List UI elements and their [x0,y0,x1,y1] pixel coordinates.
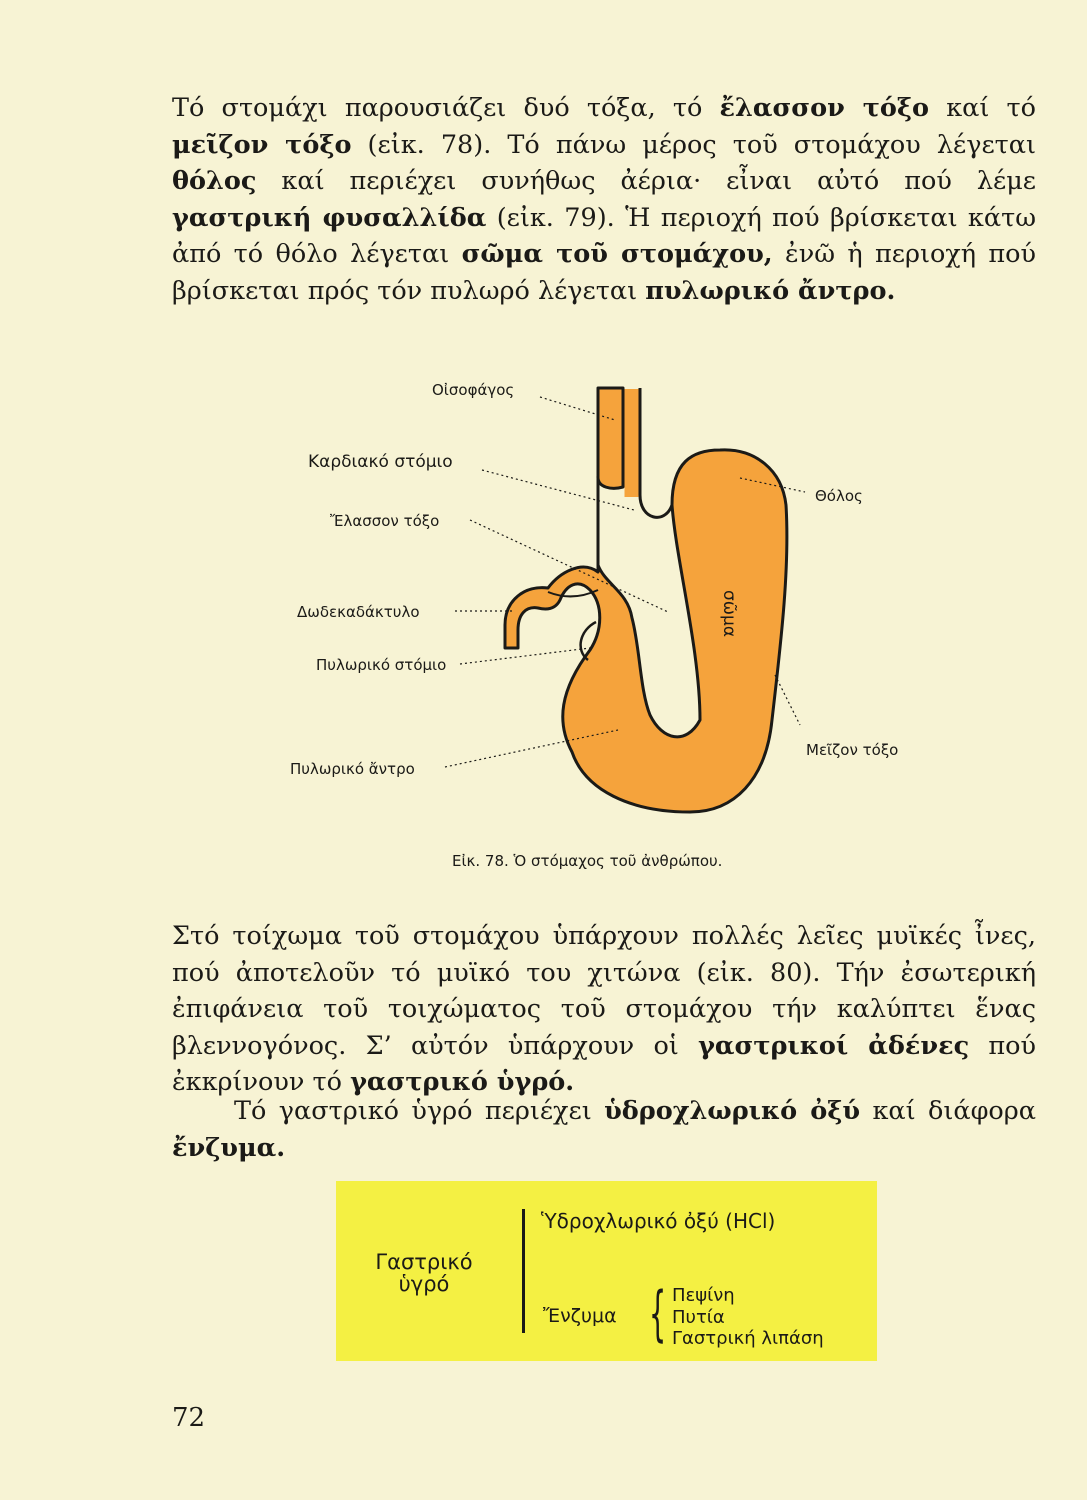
leader-greater-curve [775,675,800,725]
paragraph-stomach-wall: Στό τοίχωμα τοῦ στομάχου ὑπάρχουν πολλές λεῖες μυϊκές ἶνες, πού ἀποτελοῦν τό μυϊκό του χιτώνα (εἰκ. 80). Τήν ἐσωτερική ἐπιφάνεια τοῦ τοιχώματος τοῦ στομάχου τήν καλύπτει ἕνας βλεννογόνος. Σ’ αὐτόν ὑπάρχουν οἱ γαστρικοί ἀδένες πού ἐκκρίνουν τό γαστρικό ὑγρό. [172,921,1037,1097]
summary-enzyme-list [672,1285,824,1350]
term-greater-curve: μεῖζον τόξο [172,129,352,160]
term-pyloric-antrum: πυλωρικό ἄντρο. [645,275,896,306]
enzyme-item: Πεψίνη [672,1285,735,1306]
leader-lesser-curve [470,520,668,612]
leader-pyloric-opening [460,648,590,664]
page-number: 72 [172,1403,206,1433]
term-lesser-curve: ἔλασσον τόξο [719,93,930,123]
label-pyloric-opening: Πυλωρικό στόμιο [316,656,447,674]
term-fundus: θόλος [172,166,257,196]
label-body: σῶμα [719,590,739,638]
label-greater-curve: Μεῖζον τόξο [806,741,899,759]
paragraph-stomach-arcs: Τό στομάχι παρουσιάζει δυό τόξα, τό ἔλασσον τόξο καί τό μεῖζον τόξο (εἰκ. 78). Τό πάνω μέρος τοῦ στομάχου λέγεται θόλος καί περιέχει συνήθως ἀέρια· εἶναι αὐτό πού λέμε γαστρική φυσαλλίδα (εἰκ. 79). Ἡ περιοχή πού βρίσκεται κάτω ἀπό τό θόλο λέγεται σῶμα τοῦ στομάχου, ἐνῶ ἡ περιοχή πού βρίσκεται πρός τόν πυλωρό λέγεται πυλωρικό ἄντρο. [172,93,1037,306]
label-fundus: Θόλος [815,487,863,505]
term-hcl: ὑδροχλωρικό ὀξύ [604,1096,861,1126]
term-gastric-juice: γαστρικό ὑγρό. [350,1067,575,1097]
term-stomach-wall: Στό τοίχωμα τοῦ στομάχου [172,921,540,951]
stomach-shape [505,388,787,812]
brace-icon: { [649,1279,667,1349]
label-duodenum: Δωδεκαδάκτυλο [297,603,420,621]
esophagus-tube [625,389,639,497]
gastric-juice-summary-box [336,1181,877,1361]
summary-enzymes-label: Ἔνζυμα [543,1305,617,1327]
label-cardiac-opening: Καρδιακό στόμιο [308,452,453,472]
figure-caption: Εἰκ. 78. Ὁ στόμαχος τοῦ ἀνθρώπου. [452,852,723,870]
label-lesser-curve: Ἔλασσον τόξο [330,512,440,530]
summary-acid: Ὑδροχλωρικό ὀξύ (HCl) [541,1209,776,1233]
enzyme-item: Πυτία [672,1306,725,1328]
term-gastric-glands: γαστρικοί ἀδένες [698,1030,970,1061]
paragraph-gastric-juice: Τό γαστρικό ὑγρό περιέχει ὑδροχλωρικό ὀξύ καί διάφορα ἔνζυμα. [172,1096,1036,1163]
stomach-illustration [505,388,787,812]
term-enzymes: ἔνζυμα. [172,1132,286,1163]
term-gastric-bubble: γαστρική φυσαλλίδα [172,202,487,233]
summary-main-term: Γαστρικό ὑγρό [375,1250,473,1296]
esophagus-inner-edge [640,388,672,517]
label-esophagus: Οἰσοφάγος [432,381,515,399]
enzyme-item: Γαστρική λιπάση [672,1328,824,1349]
term-body: σῶμα τοῦ στομάχου, [461,239,773,269]
summary-divider [522,1209,525,1333]
label-pyloric-antrum: Πυλωρικό ἄντρο [290,760,415,778]
